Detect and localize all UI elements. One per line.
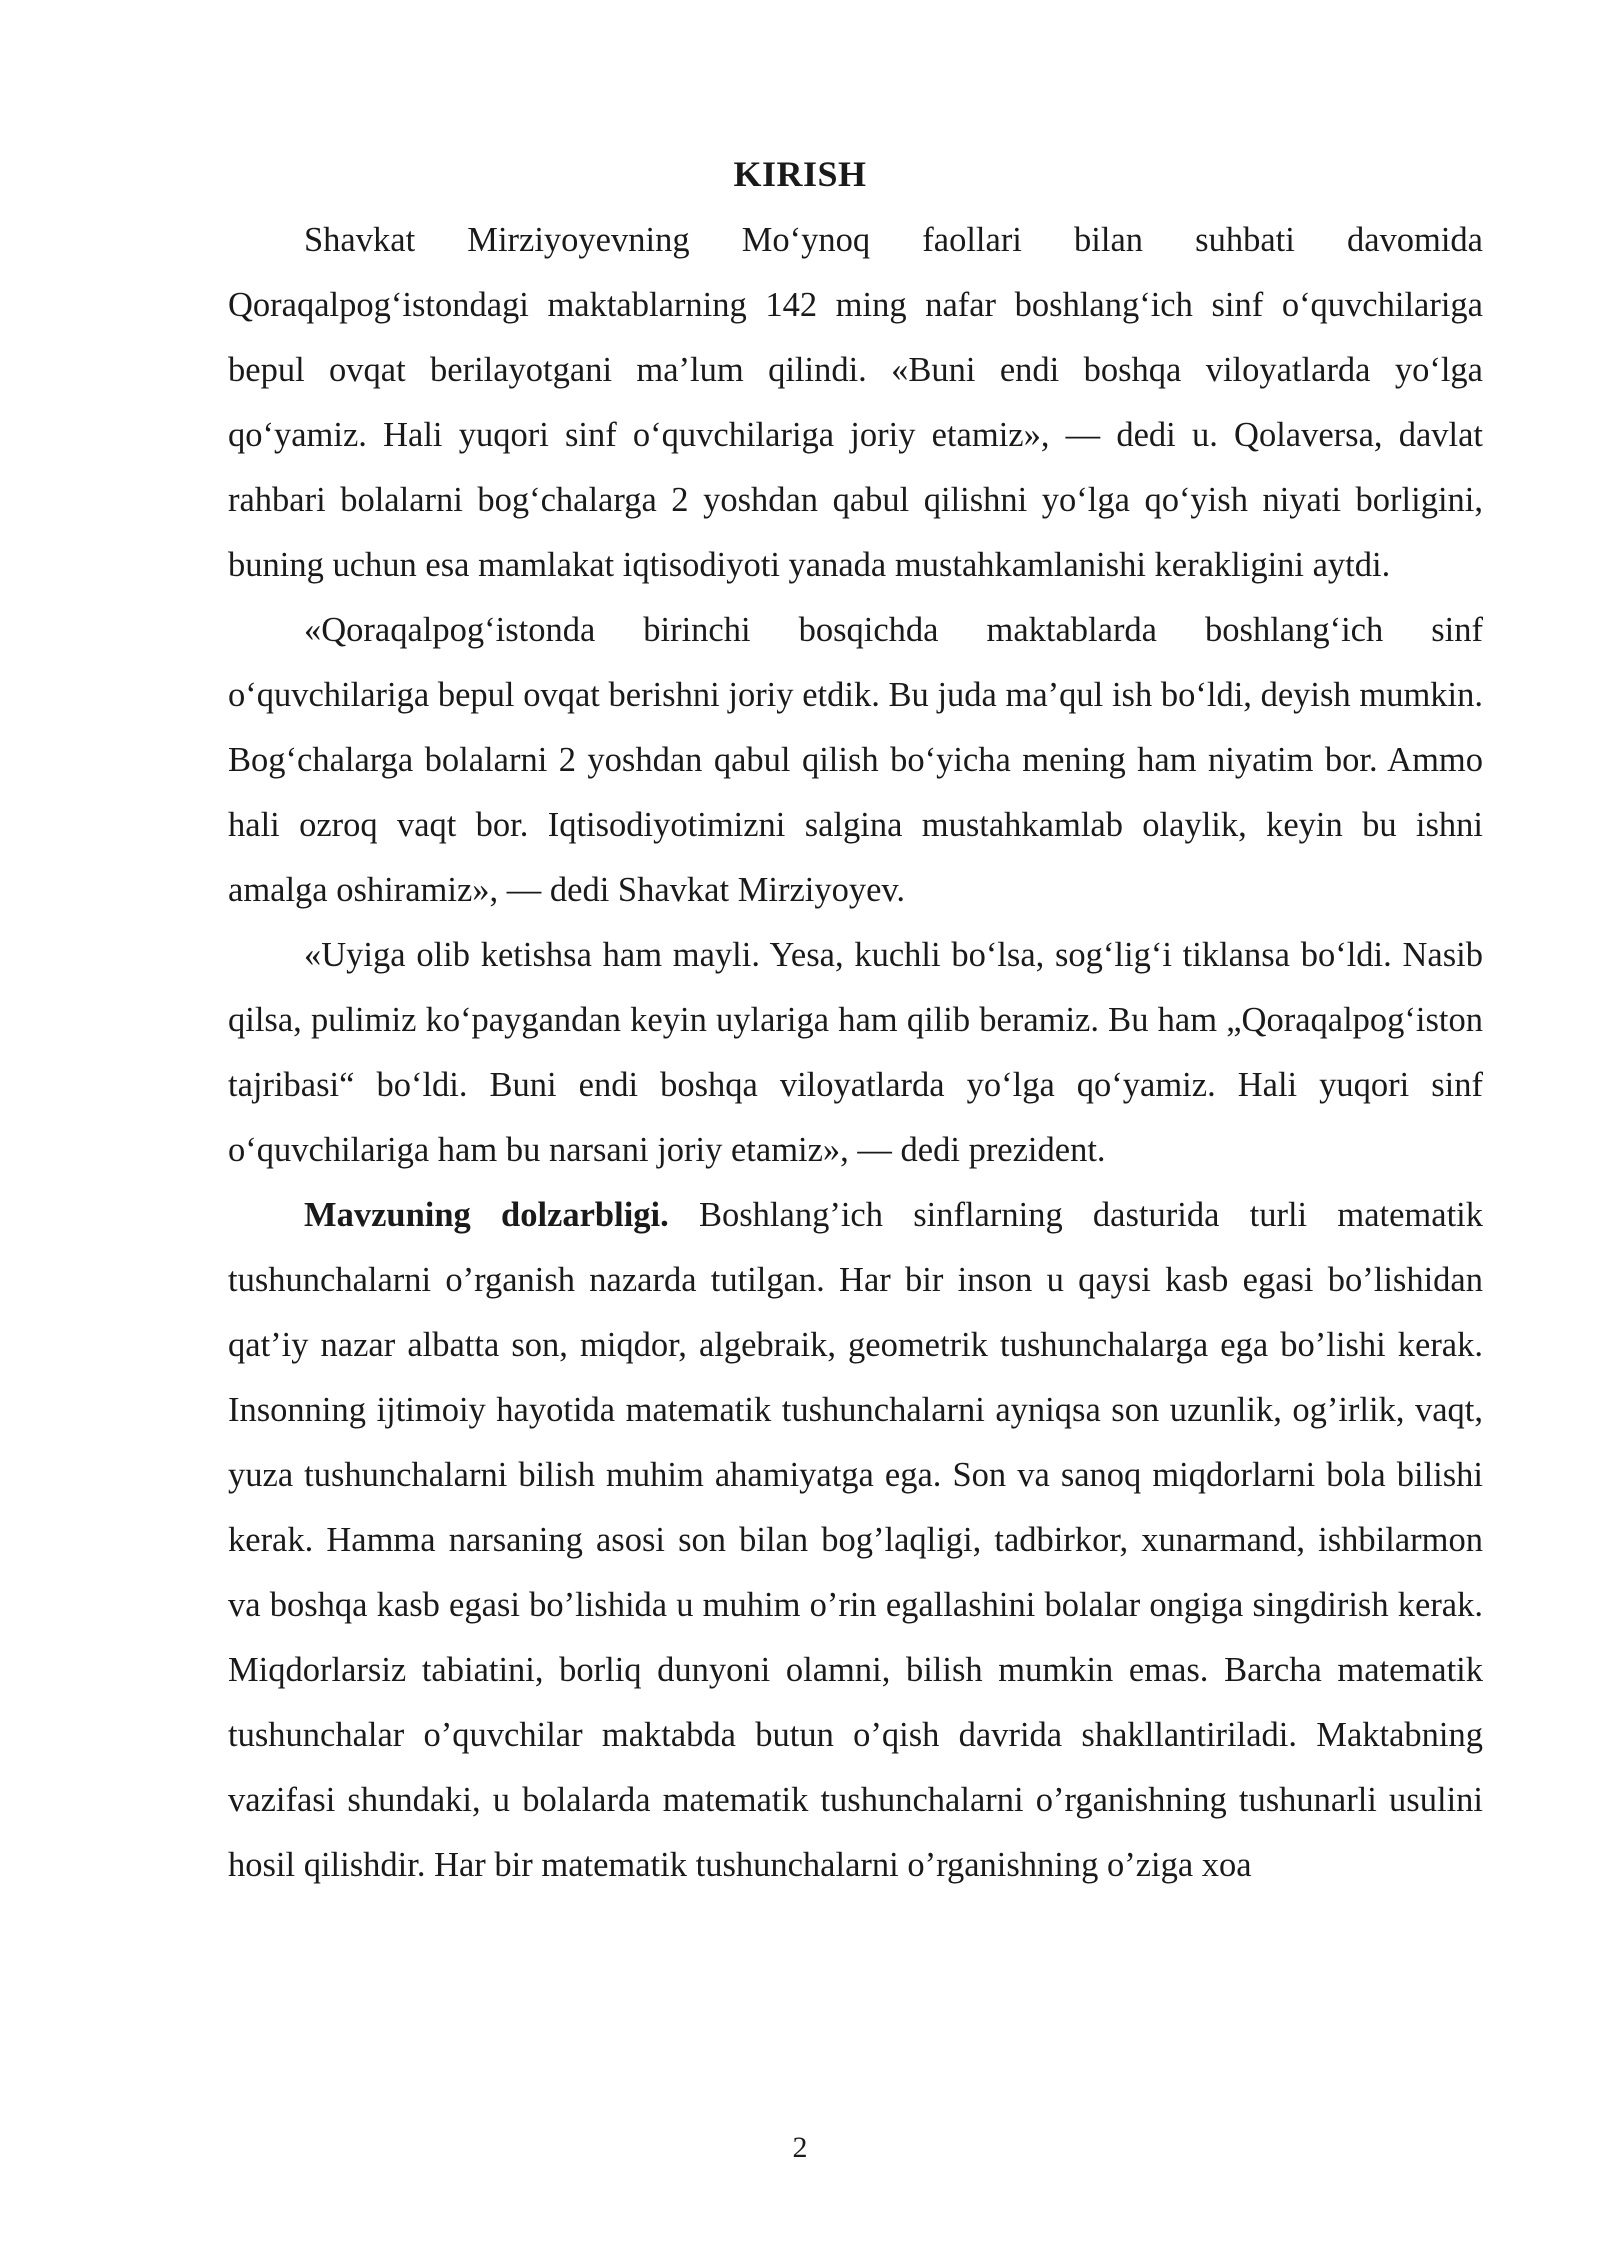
page-number: 2 — [792, 2131, 808, 2164]
paragraph-4 — [228, 1183, 1483, 1898]
paragraph-4-lead: Mavzuning dolzarbligi. — [304, 1196, 669, 1234]
paragraph-2: «Qoraqalpog‘istonda birinchi bosqichda maktablarda boshlang‘ich sinf o‘quvchilariga bepul ovqat berishni joriy etdik. Bu juda ma’qul ish bo‘ldi, deyish mumkin. Bog‘chalarga bolalarni 2 yoshdan qabul qilish bo‘yicha mening ham niyatim bor. Ammo hali ozroq vaqt bor. Iqtisodiyotimizni salgina mustahkamlab olaylik, keyin bu ishni amalga oshiramiz», — dedi Shavkat Mirziyoyev. — [228, 611, 1483, 909]
section-heading: KIRISH — [733, 154, 867, 194]
paragraph-4-text: Boshlang’ich sinflarning dasturida turli matematik tushunchalarni o’rganish nazarda tutilgan. Har bir inson u qaysi kasb egasi bo’lishidan qat’iy nazar albatta son, miqdor, algebraik, geometrik tushunchalarga ega bo’lishi kerak. Insonning ijtimoiy hayotida matematik tushunchalarni ayniqsa son uzunlik, og’irlik, vaqt, yuza tushunchalarni bilish muhim ahamiyatga ega. Son va sanoq miqdorlarni bola bilishi kerak. Hamma narsaning asosi son bilan bog’laqligi, tadbirkor, xunarmand, ishbilarmon va boshqa kasb egasi bo’lishida u muhim o’rin egallashini bolalar ongiga singdirish kerak. Miqdorlarsiz tabiatini, borliq dunyoni olamni, bilish mumkin emas. Barcha matematik tushunchalar o’quvchilar maktabda butun o’qish davrida shakllantiriladi. Maktabning vazifasi shundaki, u bolalarda matematik tushunchalarni o’rganishning tushunarli usulini hosil qilishdir. Har bir matematik tushunchalarni o’rganishning o’ziga xoa — [228, 1196, 1484, 1884]
body-text — [228, 208, 1483, 1898]
paragraph-1: Shavkat Mirziyoyevning Mo‘ynoq faollari bilan suhbati davomida Qoraqalpog‘istondagi maktablarning 142 ming nafar boshlang‘ich sinf o‘quvchilariga bepul ovqat berilayotgani ma’lum qilindi. «Buni endi boshqa viloyatlarda yo‘lga qo‘yamiz. Hali yuqori sinf o‘quvchilariga joriy etamiz», — dedi u. Qolaversa, davlat rahbari bolalarni bog‘chalarga 2 yoshdan qabul qilishni yo‘lga qo‘yish niyati borligini, buning uchun esa mamlakat iqtisodiyoti yanada mustahkamlanishi kerakligini aytdi. — [228, 221, 1483, 584]
paragraph-3: «Uyiga olib ketishsa ham mayli. Yesa, kuchli bo‘lsa, sog‘lig‘i tiklansa bo‘ldi. Nasib qilsa, pulimiz ko‘paygandan keyin uylariga ham qilib beramiz. Bu ham „Qoraqalpog‘iston tajribasi“ bo‘ldi. Buni endi boshqa viloyatlarda yo‘lga qo‘yamiz. Hali yuqori sinf o‘quvchilariga ham bu narsani joriy etamiz», — dedi prezident. — [228, 936, 1483, 1169]
